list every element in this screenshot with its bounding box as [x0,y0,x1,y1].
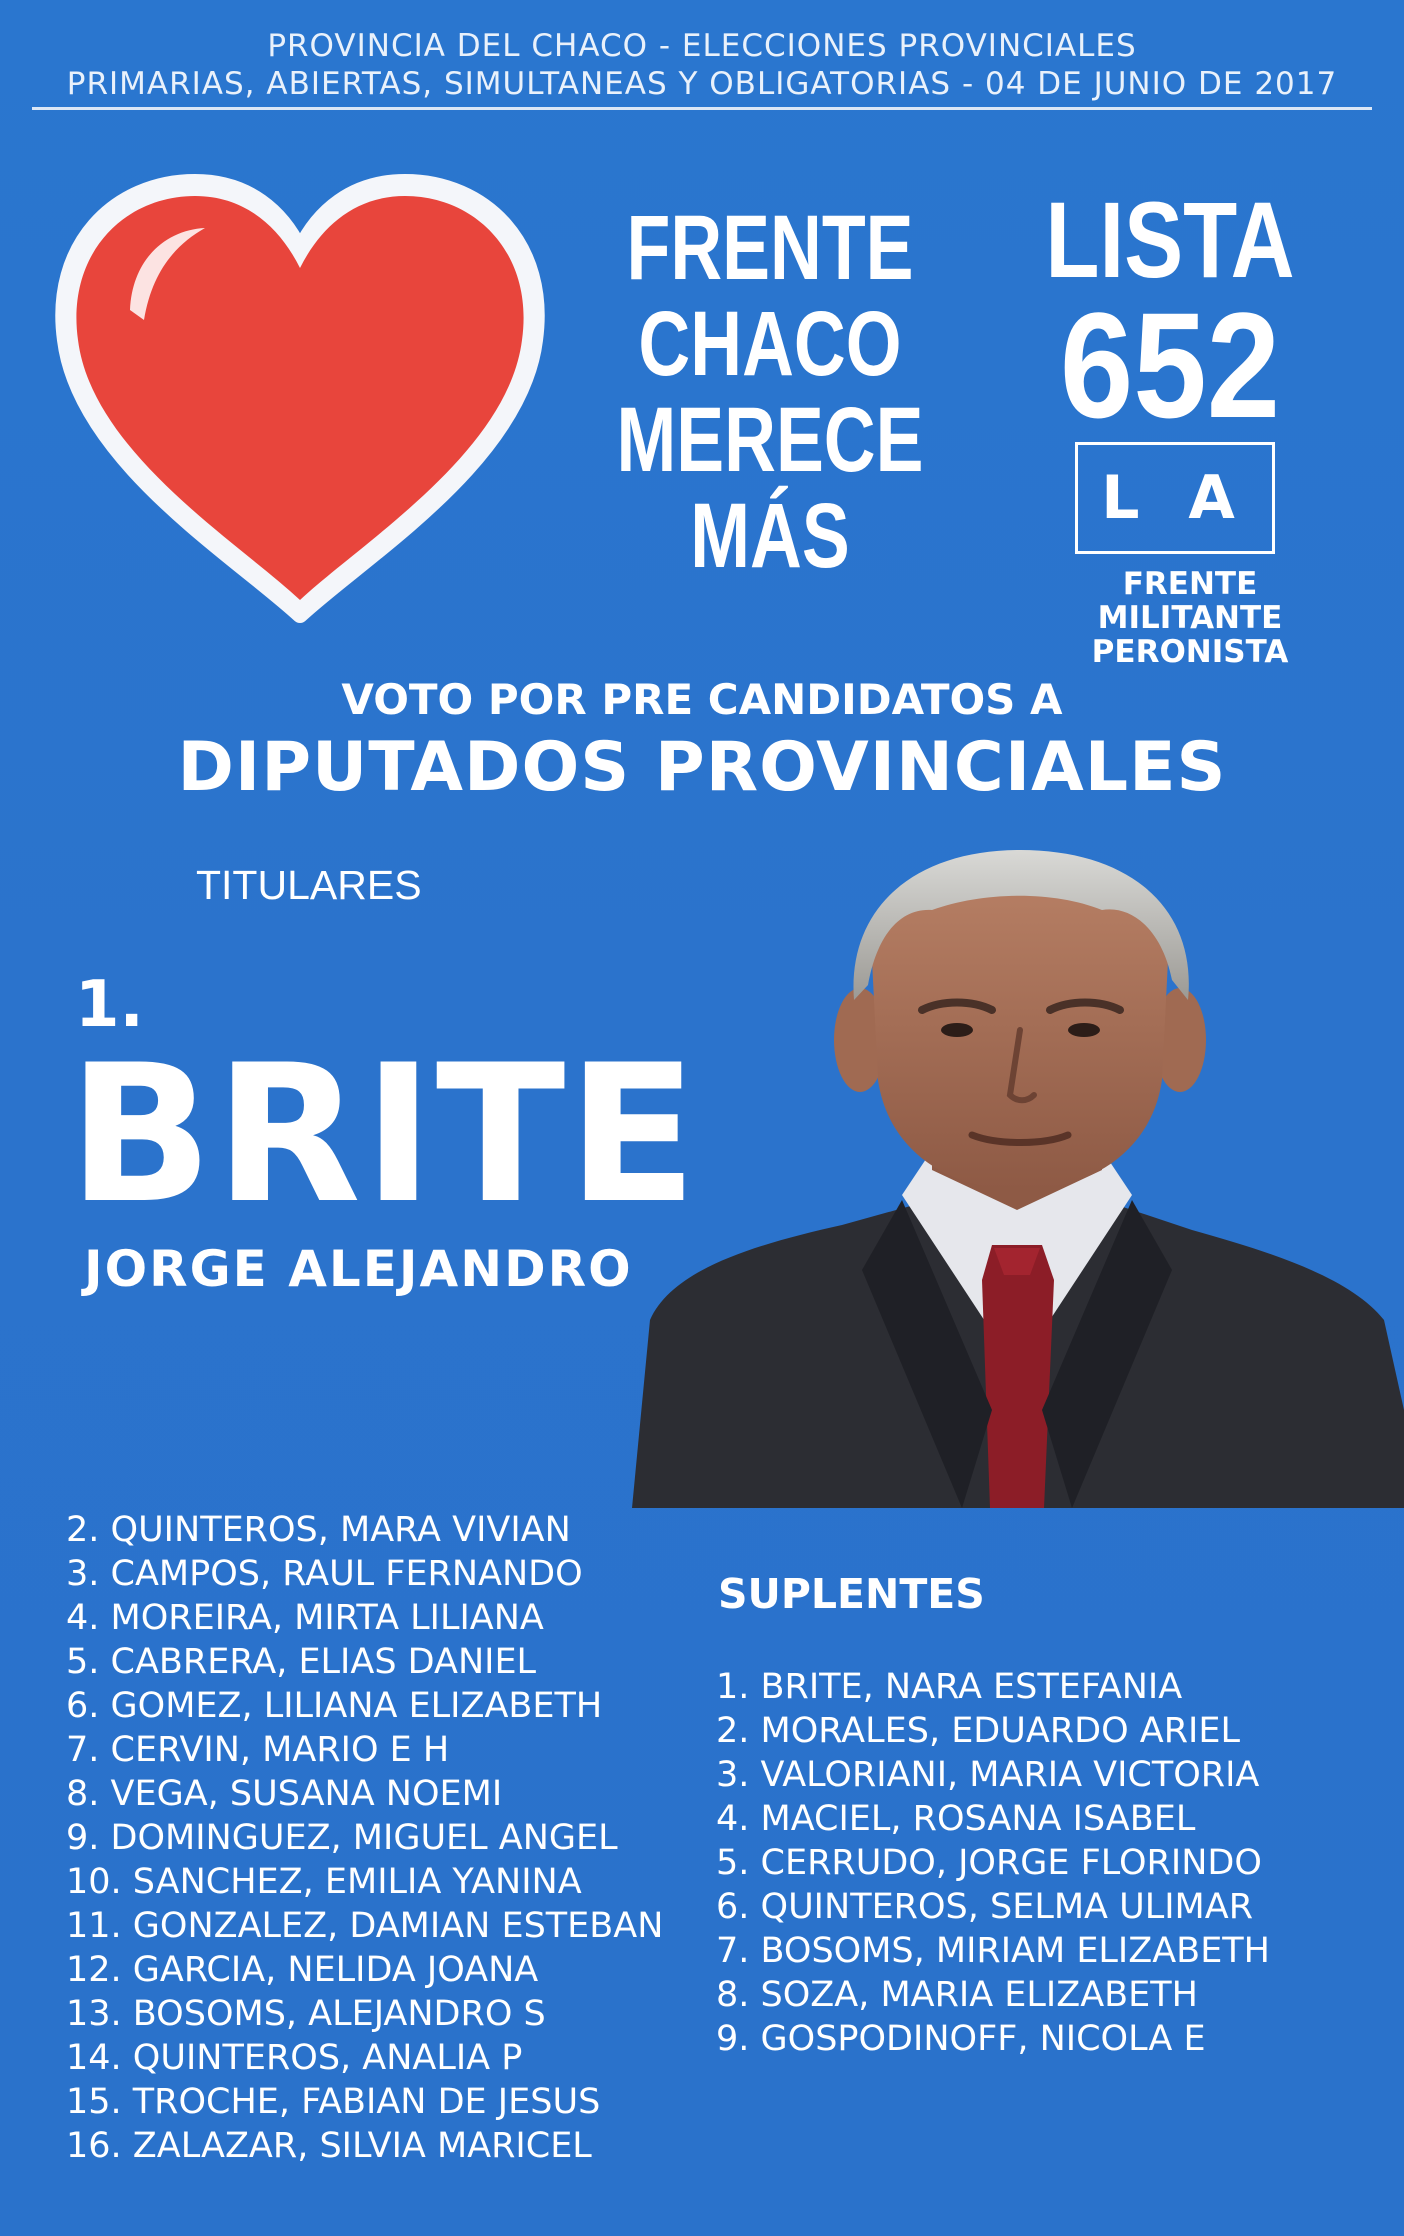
head-candidate-surname: BRITE [68,1024,700,1245]
list-item: 14. QUINTEROS, ANALIA P [66,2038,523,2078]
list-item: 1. BRITE, NARA ESTEFANIA [716,1667,1183,1707]
party-name-line-4: MÁS [690,485,850,587]
sublist-name-line-2: MILITANTE [1097,600,1283,636]
heart-icon [40,160,560,630]
sublist-code-badge: L A [1075,442,1275,554]
election-header-line-1: PROVINCIA DEL CHACO - ELECCIONES PROVINCIALES [267,28,1137,64]
list-item: 10. SANCHEZ, EMILIA YANINA [66,1862,582,1902]
list-item: 2. MORALES, EDUARDO ARIEL [716,1711,1240,1751]
list-item: 9. GOSPODINOFF, NICOLA E [716,2019,1206,2059]
list-item: 6. GOMEZ, LILIANA ELIZABETH [66,1686,603,1726]
head-candidate-given-names: JORGE ALEJANDRO [84,1240,633,1298]
party-name-line-1: FRENTE [626,197,914,299]
list-item: 8. SOZA, MARIA ELIZABETH [716,1975,1198,2015]
list-item: 13. BOSOMS, ALEJANDRO S [66,1994,546,2034]
party-name [560,197,980,587]
list-item: 9. DOMINGUEZ, MIGUEL ANGEL [66,1818,618,1858]
list-item: 16. ZALAZAR, SILVIA MARICEL [66,2126,592,2166]
list-item: 12. GARCIA, NELIDA JOANA [66,1950,539,1990]
list-item: 4. MOREIRA, MIRTA LILIANA [66,1598,544,1638]
vote-subtitle: VOTO POR PRE CANDIDATOS A [341,675,1063,724]
election-header-line-2: PRIMARIAS, ABIERTAS, SIMULTANEAS Y OBLIGATORIAS - 04 DE JUNIO DE 2017 [66,66,1338,102]
titulares-label: TITULARES [196,862,422,908]
list-item: 3. CAMPOS, RAUL FERNANDO [66,1554,583,1594]
list-item: 15. TROCHE, FABIAN DE JESUS [66,2082,601,2122]
suplentes-label: SUPLENTES [718,1570,985,1618]
list-item: 5. CABRERA, ELIAS DANIEL [66,1642,537,1682]
suplentes-candidate-list [716,1665,1270,2061]
sublist-name-line-1: FRENTE [1122,566,1258,602]
vote-title: DIPUTADOS PROVINCIALES [177,728,1227,807]
party-name-line-2: CHACO [638,293,902,395]
sublist-name-line-3: PERONISTA [1091,634,1289,670]
list-item: 6. QUINTEROS, SELMA ULIMAR [716,1887,1254,1927]
party-name-line-3: MERECE [616,389,924,491]
header-divider [32,107,1372,110]
list-label: LISTA [1045,179,1295,300]
candidate-portrait [632,850,1404,1508]
list-item: 7. BOSOMS, MIRIAM ELIZABETH [716,1931,1271,1971]
list-item: 11. GONZALEZ, DAMIAN ESTEBAN [66,1906,664,1946]
list-number: 652 [1059,281,1281,449]
list-item: 5. CERRUDO, JORGE FLORINDO [716,1843,1262,1883]
list-item: 2. QUINTEROS, MARA VIVIAN [66,1510,571,1550]
list-item: 3. VALORIANI, MARIA VICTORIA [716,1755,1260,1795]
head-candidate-number: 1. [75,968,144,1042]
titulares-candidate-list [66,1508,663,2168]
list-item: 7. CERVIN, MARIO E H [66,1730,450,1770]
list-item: 8. VEGA, SUSANA NOEMI [66,1774,503,1814]
list-item: 4. MACIEL, ROSANA ISABEL [716,1799,1196,1839]
